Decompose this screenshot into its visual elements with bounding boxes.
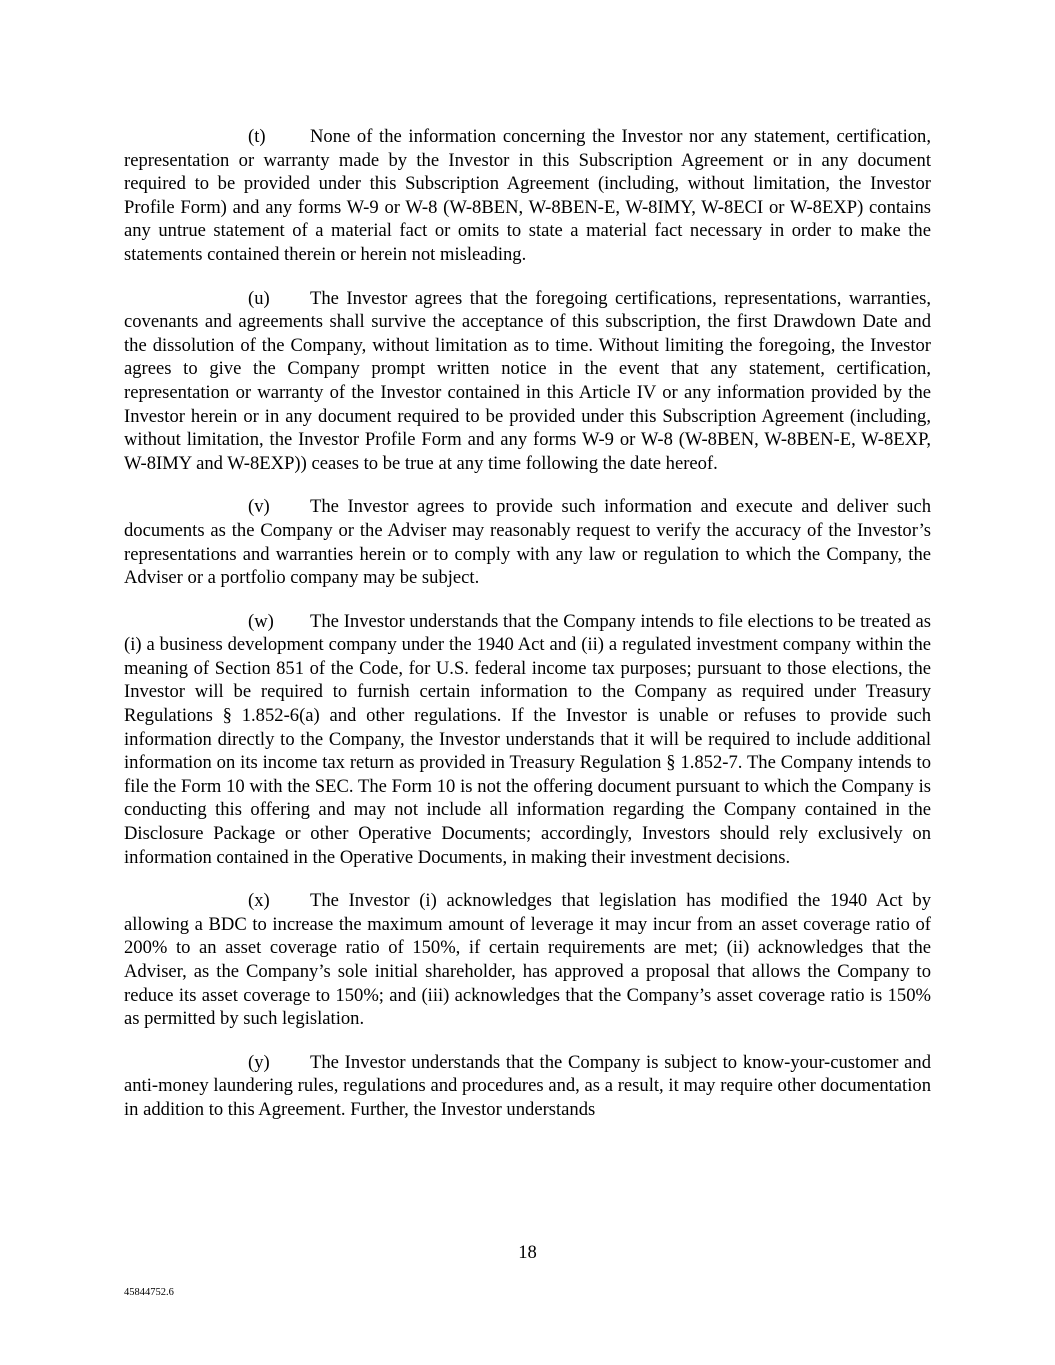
paragraph-w xyxy=(124,610,931,870)
paragraph-text: None of the information concerning the Investor nor any statement, certification, representation or warranty made by the Investor in this Subscription Agreement or in any document required to be provided under this Subscription Agreement (including, without limitation, the Investor Profile Form) and any forms W-9 or W-8 (W-8BEN, W-8BEN-E, W-8IMY, W-8ECI or W-8EXP) contains any untrue statement of a material fact or omits to state a material fact necessary in order to make the statements contained therein or herein not misleading. xyxy=(124,126,931,265)
paragraph-text: The Investor understands that the Company intends to file elections to be treated as (i) a business development company under the 1940 Act and (ii) a regulated investment company within the meaning of Section 851 of the Code, for U.S. federal income tax purposes; pursuant to those elections, the Investor will be required to furnish certain information to the Company as required under Treasury Regulations § 1.852-6(a) and other regulations. If the Investor is unable or refuses to provide such information directly to the Company, the Investor understands that it will be required to include additional information on its income tax return as provided in Treasury Regulation § 1.852-7. The Company intends to file the Form 10 with the SEC. The Form 10 is not the offering document pursuant to which the Company is conducting this offering and may not include all information regarding the Company contained in the Disclosure Package or other Operative Documents; accordingly, Investors should rely exclusively on information contained in the Operative Documents, in making their investment decisions. xyxy=(124,610,931,868)
paragraph-text: The Investor agrees that the foregoing certifications, representations, warranties, covenants and agreements shall survive the acceptance of this subscription, the first Drawdown Date and the dissolution of the Company, without limitation as to time. Without limiting the foregoing, the Investor agrees to give the Company prompt written notice in the event that any statement, certification, representation or warranty of the Investor contained in this Article IV or any information provided by the Investor herein or in any document required to be provided under this Subscription Agreement (including, without limitation, the Investor Profile Form and any forms W-9 or W-8 (W-8BEN, W-8BEN-E, W-8EXP, W-8IMY and W-8EXP)) ceases to be true at any time following the date hereof. xyxy=(124,287,931,474)
document-id: 45844752.6 xyxy=(124,1287,174,1298)
paragraph-label: (v) xyxy=(248,496,270,518)
paragraph-text: The Investor agrees to provide such information and execute and deliver such documents as the Company or the Adviser may reasonably request to verify the accuracy of the Investor’s representations and warranties herein or to comply with any law or regulation to which the Company, the Adviser or a portfolio company may be subject. xyxy=(124,496,931,589)
paragraph-label: (u) xyxy=(248,287,270,309)
paragraph-label: (w) xyxy=(248,610,274,632)
paragraph-text: The Investor understands that the Company is subject to know-your-customer and anti-money laundering rules, regulations and procedures and, as a result, it may require other documentation in addition to this Agreement. Further, the Investor understands xyxy=(124,1051,931,1120)
paragraph-y xyxy=(124,1051,931,1122)
document-body xyxy=(124,125,931,1142)
paragraph-v xyxy=(124,495,931,589)
paragraph-u xyxy=(124,287,931,476)
paragraph-label: (x) xyxy=(248,890,270,912)
paragraph-label: (y) xyxy=(248,1051,270,1073)
paragraph-t xyxy=(124,125,931,267)
paragraph-label: (t) xyxy=(248,126,266,147)
paragraph-text: The Investor (i) acknowledges that legislation has modified the 1940 Act by allowing a BDC to increase the maximum amount of leverage it may incur from an asset coverage ratio of 200% to an asset coverage ratio of 150%, if certain requirements are met; (ii) acknowledges that the Adviser, as the Company’s sole initial shareholder, has approved a proposal that allows the Company to reduce its asset coverage to 150%; and (iii) acknowledges that the Company’s asset coverage ratio is 150% as permitted by such legislation. xyxy=(124,890,931,1030)
paragraph-x xyxy=(124,889,931,1031)
page-number: 18 xyxy=(518,1242,537,1263)
